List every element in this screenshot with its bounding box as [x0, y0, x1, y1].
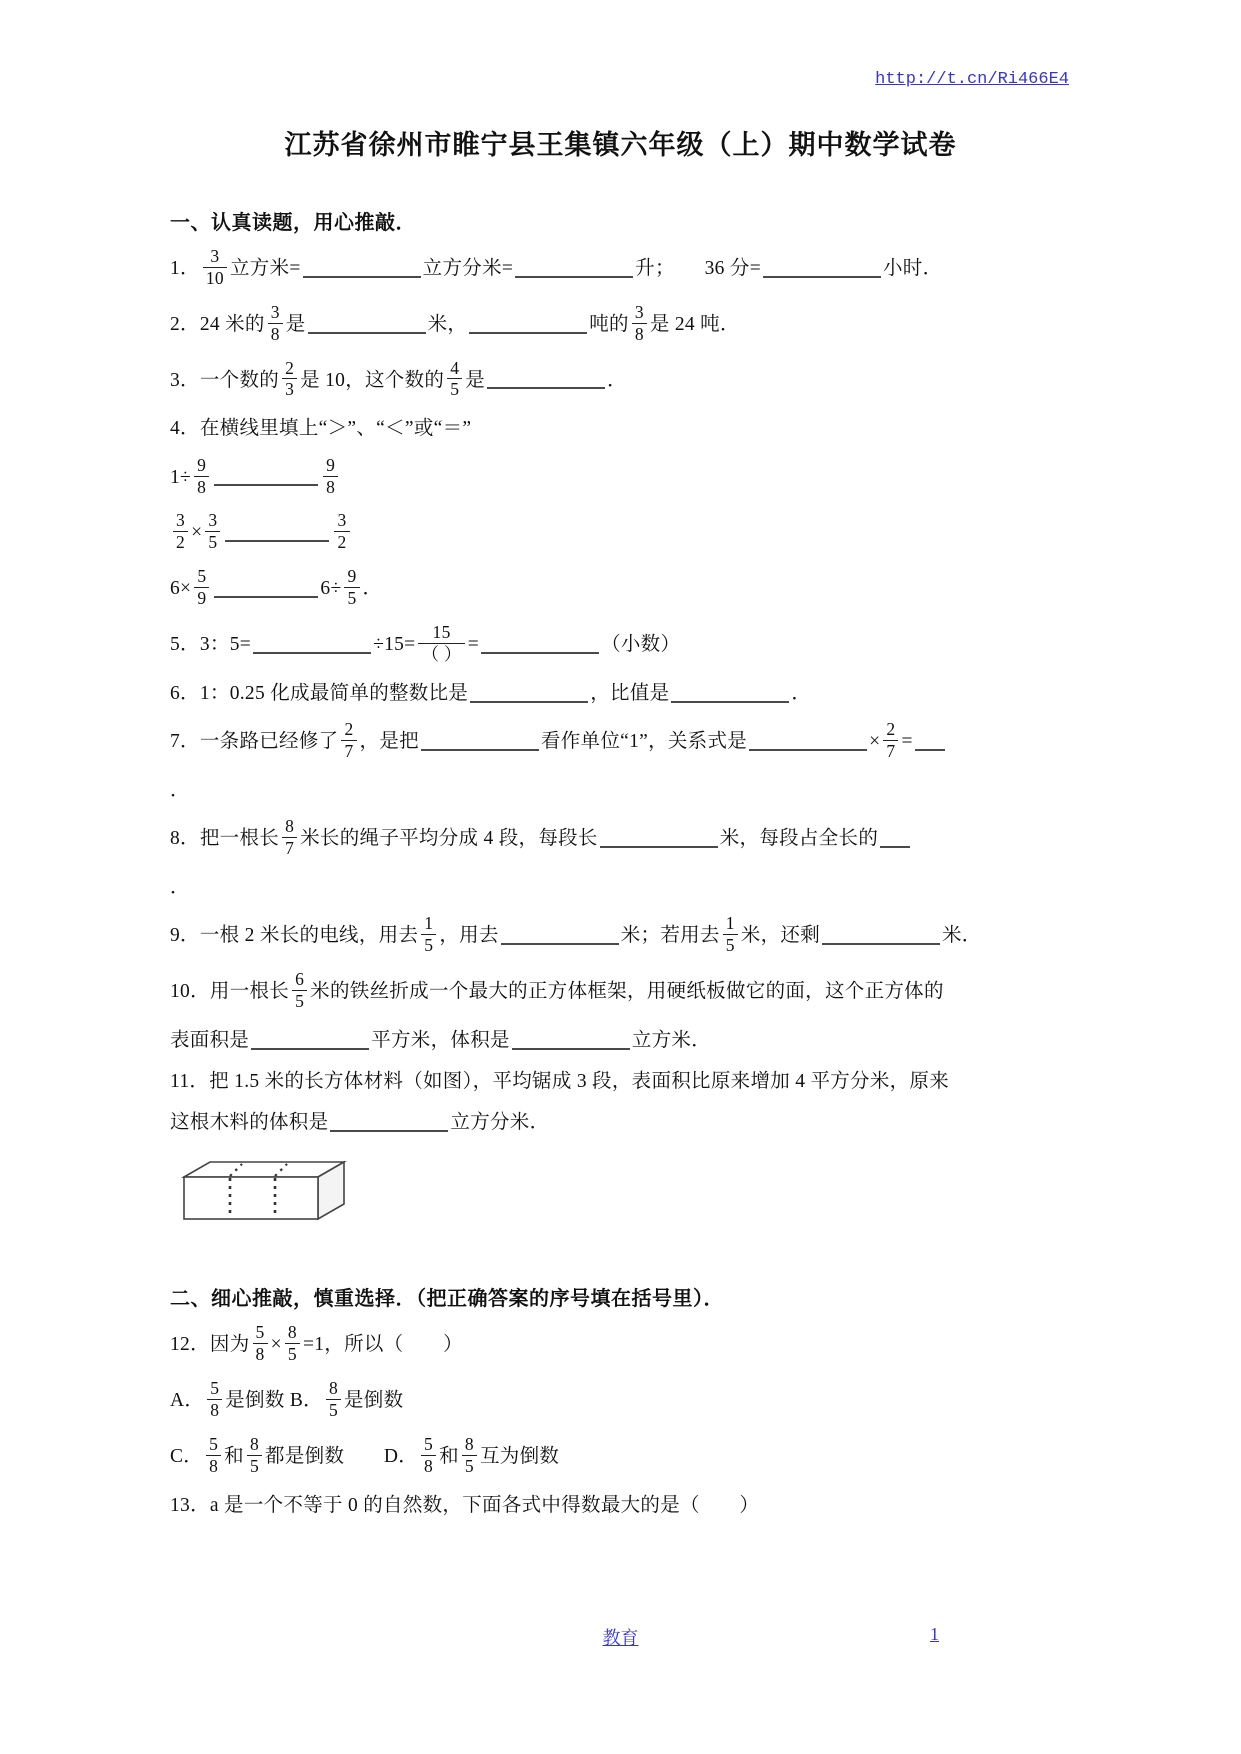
text-run: ，用去	[439, 924, 499, 946]
fraction	[247, 1435, 262, 1476]
fraction-numerator: 5	[207, 1379, 222, 1400]
answer-blank	[512, 1032, 630, 1050]
fraction	[334, 511, 349, 552]
text-run: 表面积是	[170, 1029, 250, 1051]
header-url-link[interactable]: http://t.cn/Ri466E4	[875, 70, 1069, 89]
fraction-denominator: 5	[208, 532, 218, 553]
text-run: ，是把	[359, 730, 419, 752]
text-run: 13．a 是一个不等于 0 的自然数，下面各式中得数最大的是（ ）	[170, 1494, 760, 1516]
fraction	[282, 359, 297, 400]
question-line	[170, 621, 1071, 667]
text-run: 立方分米=	[422, 257, 514, 279]
fraction-denominator: 8	[326, 476, 336, 497]
text-run: C．	[170, 1445, 204, 1467]
fraction-numerator: 9	[194, 456, 209, 477]
text-run: 8．把一根长	[170, 827, 280, 849]
text-run: 这根木料的体积是	[170, 1112, 329, 1134]
text-run: 和	[439, 1445, 459, 1467]
text-run: 米；若用去	[620, 924, 720, 946]
fraction-numerator: 5	[421, 1435, 436, 1456]
section-heading: 二、细心推敲，慎重选择．（把正确答案的序号填在括号里）．	[170, 1288, 724, 1311]
question-line	[170, 248, 1071, 291]
text-run: ×	[270, 1334, 282, 1356]
text-run: ÷15=	[373, 633, 416, 655]
fraction	[207, 1379, 222, 1420]
answer-blank	[487, 371, 605, 389]
cuboid-figure	[172, 1155, 1071, 1228]
fraction-denominator: 8	[209, 1455, 219, 1476]
fraction	[282, 817, 297, 858]
fraction-numerator: 4	[447, 359, 462, 380]
fraction-numerator: 3	[268, 303, 283, 324]
answer-blank	[671, 685, 789, 703]
answer-blank	[214, 468, 318, 486]
question-line	[170, 874, 1071, 902]
fraction	[253, 1323, 268, 1364]
fraction	[285, 1323, 300, 1364]
fraction	[421, 914, 436, 955]
question-line	[170, 301, 1071, 347]
text-run: 米．	[942, 924, 982, 946]
fraction	[418, 623, 464, 664]
text-run: ．	[607, 369, 627, 391]
fraction-numerator: 9	[323, 456, 338, 477]
question-line	[170, 1380, 1071, 1423]
answer-blank	[214, 580, 318, 598]
text-run: 10．用一根长	[170, 980, 290, 1002]
fraction	[326, 1379, 341, 1420]
answer-blank	[763, 260, 881, 278]
text-run: 小时．	[883, 257, 943, 279]
fraction-denominator: 7	[344, 740, 354, 761]
question-line	[170, 915, 1071, 958]
fraction-denominator: 5	[725, 934, 735, 955]
footer-education-link[interactable]: 教育	[602, 1628, 639, 1648]
answer-blank	[501, 927, 619, 945]
fraction	[194, 567, 209, 608]
text-run: 立方米．	[631, 1029, 712, 1051]
fraction-numerator: 8	[462, 1435, 477, 1456]
question-line	[170, 1109, 1071, 1137]
text-run: ，比值是	[590, 682, 670, 704]
text-run: 9．一根 2 米长的电线，用去	[170, 924, 419, 946]
answer-blank	[481, 636, 599, 654]
text-run: 1÷	[170, 466, 192, 488]
fraction	[883, 720, 898, 761]
answer-blank	[251, 1032, 369, 1050]
fraction-numerator: 5	[253, 1323, 268, 1344]
fraction	[723, 914, 738, 955]
fraction-denominator: 8	[270, 323, 280, 344]
fraction-denominator: 5	[424, 934, 434, 955]
text-run: 6÷	[320, 578, 342, 600]
fraction	[205, 511, 220, 552]
fraction-numerator: 1	[723, 914, 738, 935]
fraction-denominator: 3	[285, 379, 295, 400]
text-run: 和	[224, 1445, 244, 1467]
fraction-numerator: 2	[883, 720, 898, 741]
fraction-denominator: 8	[424, 1455, 434, 1476]
fraction	[341, 720, 356, 761]
fraction-numerator: 8	[247, 1435, 262, 1456]
question-line	[170, 1436, 1071, 1479]
text-run: 4．在横线里填上“＞”、“＜”或“＝”	[170, 418, 472, 440]
text-run: ．	[791, 682, 812, 704]
text-run: 是倒数 B．	[225, 1390, 323, 1412]
fraction-numerator: 8	[282, 817, 297, 838]
text-run: ×	[191, 522, 203, 544]
text-run: ×	[869, 730, 881, 752]
question-line	[170, 1068, 1071, 1096]
fraction	[203, 247, 227, 288]
text-run: 是	[465, 369, 486, 391]
fraction	[173, 511, 188, 552]
text-run: 1．	[170, 257, 200, 279]
answer-blank	[915, 733, 945, 751]
page-title: 江苏省徐州市睢宁县王集镇六年级（上）期中数学试卷	[284, 130, 957, 160]
text-run: 立方米=	[229, 257, 301, 279]
question-line	[170, 1324, 1071, 1367]
exam-content	[170, 206, 1071, 1520]
text-run: 米的铁丝折成一个最大的正方体框架，用硬纸板做它的面，这个正方体的	[310, 980, 944, 1002]
fraction-numerator: 3	[203, 247, 227, 268]
answer-blank	[421, 733, 539, 751]
fraction-denominator: 7	[285, 837, 295, 858]
text-run: 11．把 1.5 米的长方体材料（如图），平均锯成 3 段，表面积比原来增加 4 平方分米，原来	[170, 1070, 950, 1092]
fraction-numerator: 5	[194, 567, 209, 588]
text-run: 米，	[427, 313, 468, 335]
fraction-denominator: 2	[337, 532, 347, 553]
question-line	[170, 454, 1071, 500]
text-run: 5．3：5=	[170, 633, 252, 655]
answer-blank	[303, 260, 421, 278]
fraction-denominator: 2	[176, 532, 186, 553]
fraction	[292, 970, 307, 1011]
fraction	[344, 567, 359, 608]
text-run: 是 24 吨．	[649, 313, 740, 335]
question-line	[170, 680, 1071, 708]
text-run: 看作单位“1”，关系式是	[540, 730, 748, 752]
fraction-numerator: 5	[206, 1435, 221, 1456]
question-line	[170, 1492, 1071, 1520]
text-run: =	[467, 633, 480, 655]
fraction	[194, 456, 209, 497]
text-run: 互为倒数	[479, 1445, 560, 1467]
text-run: 12．因为	[170, 1334, 250, 1356]
fraction-denominator: （ ）	[421, 643, 462, 664]
answer-blank	[822, 927, 940, 945]
text-run: 6．1：0.25 化成最简单的整数比是	[170, 682, 469, 704]
fraction	[632, 303, 647, 344]
answer-blank	[308, 316, 426, 334]
fraction	[447, 359, 462, 400]
answer-blank	[330, 1114, 448, 1132]
answer-blank	[469, 316, 587, 334]
fraction	[462, 1435, 477, 1476]
text-run: ．	[170, 779, 190, 801]
text-run: 立方分米．	[450, 1112, 550, 1134]
fraction-denominator: 5	[328, 1400, 338, 1421]
fraction-numerator: 8	[326, 1379, 341, 1400]
text-run: 升； 36 分=	[635, 257, 761, 279]
section-heading: 一、认真读题，用心推敲．	[170, 212, 416, 234]
fraction-denominator: 8	[197, 476, 207, 497]
fraction-numerator: 9	[344, 567, 359, 588]
text-run: =	[901, 730, 913, 752]
fraction-denominator: 9	[197, 588, 207, 609]
answer-blank	[515, 260, 633, 278]
question-line	[170, 415, 1071, 443]
cuboid-drawing	[172, 1155, 350, 1223]
page-header	[0, 0, 1241, 89]
fraction	[206, 1435, 221, 1476]
fraction-numerator: 2	[282, 359, 297, 380]
fraction-numerator: 3	[173, 511, 188, 532]
fraction-denominator: 5	[464, 1455, 474, 1476]
fraction-denominator: 5	[347, 588, 357, 609]
fraction-denominator: 10	[205, 267, 224, 288]
text-run: 是 10，这个数的	[300, 369, 445, 391]
text-run: 米，还剩	[740, 924, 820, 946]
answer-blank	[749, 733, 867, 751]
answer-blank	[225, 524, 329, 542]
fraction	[421, 1435, 436, 1476]
fraction-numerator: 6	[292, 970, 307, 991]
text-run: ．	[170, 876, 190, 898]
fraction-denominator: 5	[295, 990, 305, 1011]
fraction-numerator: 2	[341, 720, 356, 741]
text-run: 2．24 米的	[170, 313, 265, 335]
text-run: A．	[170, 1390, 205, 1412]
question-line	[170, 1027, 1071, 1055]
answer-blank	[880, 830, 910, 848]
fraction-denominator: 5	[287, 1344, 297, 1365]
text-run: 吨的	[589, 313, 629, 335]
fraction-numerator: 3	[632, 303, 647, 324]
fraction-numerator: 8	[285, 1323, 300, 1344]
text-run: ．	[362, 578, 383, 600]
question-line	[170, 568, 1071, 611]
text-run: 7．一条路已经修了	[170, 730, 339, 752]
fraction-numerator: 3	[205, 511, 220, 532]
text-run: （小数）	[601, 633, 681, 655]
answer-blank	[600, 830, 718, 848]
text-run: 米，每段占全长的	[719, 827, 879, 849]
text-run: 米长的绳子平均分成 4 段，每段长	[300, 827, 598, 849]
text-run: 都是倒数 D．	[265, 1445, 419, 1467]
fraction-numerator: 3	[334, 511, 349, 532]
question-line	[170, 777, 1071, 805]
fraction-denominator: 5	[249, 1455, 260, 1476]
answer-blank	[470, 685, 588, 703]
answer-blank	[253, 636, 371, 654]
fraction	[323, 456, 338, 497]
fraction-denominator: 8	[634, 323, 644, 344]
text-run: =1，所以（ ）	[302, 1334, 463, 1356]
fraction-numerator: 1	[421, 914, 436, 935]
fraction-denominator: 5	[450, 379, 460, 400]
text-run: 6×	[170, 578, 192, 600]
fraction-numerator: 15	[418, 623, 464, 644]
text-run: 是	[285, 313, 306, 335]
text-run: 是倒数	[344, 1390, 404, 1412]
fraction-denominator: 8	[255, 1344, 265, 1365]
page-number: 1	[930, 1624, 939, 1644]
text-run: 3．一个数的	[170, 369, 280, 391]
question-line	[170, 357, 1071, 403]
fraction-denominator: 7	[886, 740, 896, 761]
text-run: 平方米，体积是	[371, 1029, 510, 1051]
fraction	[268, 303, 283, 344]
question-line	[170, 512, 1071, 555]
question-line	[170, 968, 1071, 1014]
question-line	[170, 721, 1071, 764]
question-line	[170, 818, 1071, 861]
fraction-denominator: 8	[210, 1400, 220, 1421]
